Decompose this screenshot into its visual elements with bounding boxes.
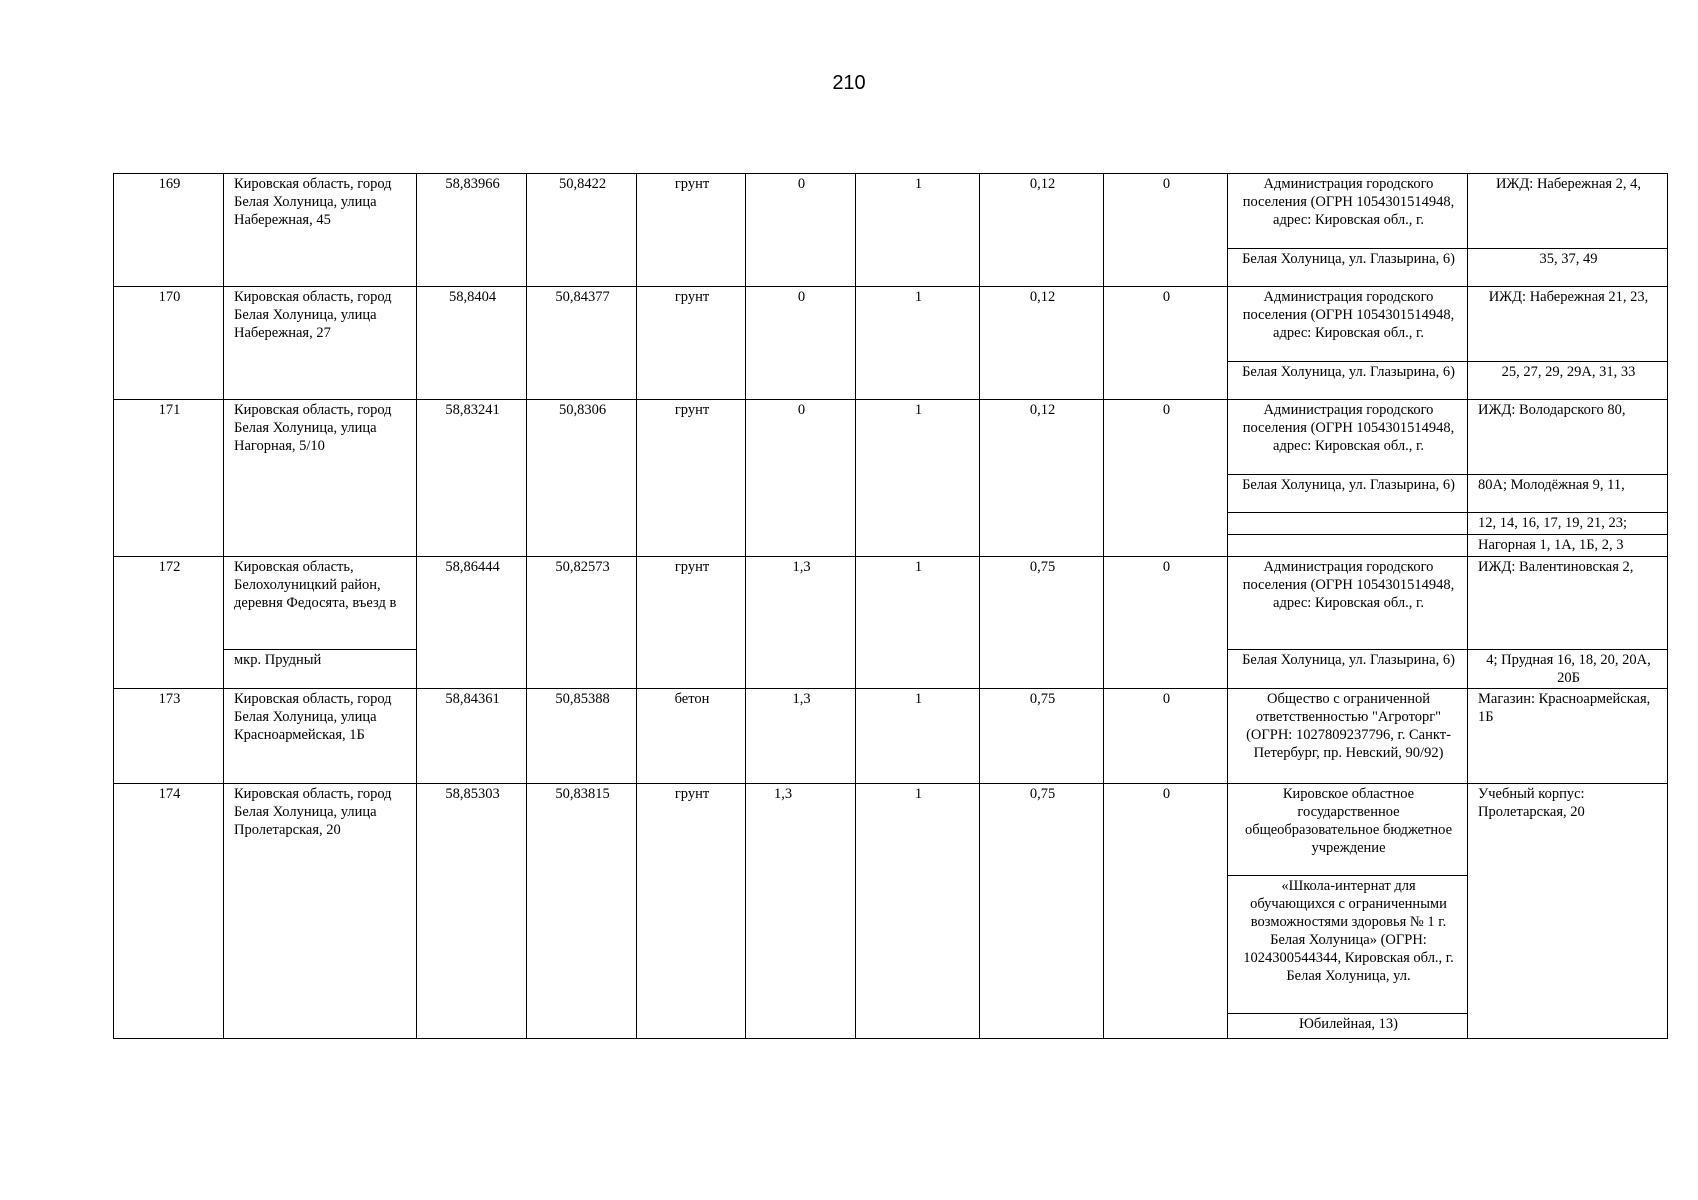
- sources-cell: Нагорная 1, 1А, 1Б, 2, 3: [1468, 535, 1668, 557]
- value-cell: 1: [856, 557, 980, 689]
- owner-cell: Кировское областное государственное общеобразовательное бюджетное учреждение: [1228, 784, 1468, 876]
- owner-cell: Администрация городского поселения (ОГРН 1054301514948, адрес: Кировская обл., г.: [1228, 557, 1468, 650]
- owner-cell: [1228, 513, 1468, 535]
- owner-cell: [1228, 535, 1468, 557]
- owner-cell: Администрация городского поселения (ОГРН 1054301514948, адрес: Кировская обл., г.: [1228, 174, 1468, 249]
- owner-cell: Администрация городского поселения (ОГРН 1054301514948, адрес: Кировская обл., г.: [1228, 400, 1468, 475]
- longitude-cell: 50,8422: [527, 174, 637, 287]
- value-cell: 0: [1104, 557, 1228, 689]
- address-cell: Кировская область, город Белая Холуница, улица Красноармейская, 1Б: [224, 689, 417, 784]
- owner-cell: Белая Холуница, ул. Глазырина, 6): [1228, 362, 1468, 400]
- row-number: 173: [114, 689, 224, 784]
- value-cell: 0: [1104, 400, 1228, 557]
- row-number: 172: [114, 557, 224, 689]
- surface-cell: грунт: [637, 557, 746, 689]
- surface-cell: бетон: [637, 689, 746, 784]
- value-cell: 0: [1104, 689, 1228, 784]
- value-cell: 1: [856, 784, 980, 1039]
- value-cell: 0,75: [980, 689, 1104, 784]
- value-cell: 0,12: [980, 400, 1104, 557]
- sources-cell: ИЖД: Набережная 21, 23,: [1468, 287, 1668, 362]
- address-cell: Кировская область, город Белая Холуница, улица Набережная, 45: [224, 174, 417, 287]
- owner-cell: Администрация городского поселения (ОГРН 1054301514948, адрес: Кировская обл., г.: [1228, 287, 1468, 362]
- surface-cell: грунт: [637, 784, 746, 1039]
- longitude-cell: 50,85388: [527, 689, 637, 784]
- sources-cell: 12, 14, 16, 17, 19, 21, 23;: [1468, 513, 1668, 535]
- address-cell: Кировская область, город Белая Холуница, улица Пролетарская, 20: [224, 784, 417, 1039]
- value-cell: 1: [856, 287, 980, 400]
- latitude-cell: 58,83241: [417, 400, 527, 557]
- value-cell: 0: [746, 287, 856, 400]
- value-cell: 1: [856, 400, 980, 557]
- value-cell: 0,75: [980, 784, 1104, 1039]
- sources-cell: ИЖД: Валентиновская 2,: [1468, 557, 1668, 650]
- sources-cell: 25, 27, 29, 29А, 31, 33: [1468, 362, 1668, 400]
- value-cell: 0: [1104, 784, 1228, 1039]
- table-row: [114, 784, 1668, 876]
- owner-cell: Общество с ограниченной ответственностью "Агроторг" (ОГРН: 1027809237796, г. Санкт- Петербург, пр. Невский, 90/92): [1228, 689, 1468, 784]
- owner-cell: «Школа-интернат для обучающихся с ограниченными возможностями здоровья № 1 г. Белая Холуница» (ОГРН: 1024300544344, Кировская обл., г. Белая Холуница, ул.: [1228, 876, 1468, 1014]
- longitude-cell: 50,8306: [527, 400, 637, 557]
- table-row: [114, 400, 1668, 475]
- value-cell: 0,12: [980, 174, 1104, 287]
- value-cell: 0,75: [980, 557, 1104, 689]
- row-number: 171: [114, 400, 224, 557]
- table-row: [114, 689, 1668, 784]
- value-cell: 0: [1104, 287, 1228, 400]
- table-row: [114, 557, 1668, 650]
- sources-cell: 80А; Молодёжная 9, 11,: [1468, 475, 1668, 513]
- address-cell: Кировская область, город Белая Холуница, улица Нагорная, 5/10: [224, 400, 417, 557]
- owner-cell: Белая Холуница, ул. Глазырина, 6): [1228, 475, 1468, 513]
- latitude-cell: 58,83966: [417, 174, 527, 287]
- address-cell: мкр. Прудный: [224, 650, 417, 689]
- row-number: 170: [114, 287, 224, 400]
- longitude-cell: 50,83815: [527, 784, 637, 1039]
- sources-cell: 4; Прудная 16, 18, 20, 20А, 20Б: [1468, 650, 1668, 689]
- surface-cell: грунт: [637, 400, 746, 557]
- owner-cell: Юбилейная, 13): [1228, 1014, 1468, 1039]
- value-cell: 0: [746, 174, 856, 287]
- longitude-cell: 50,84377: [527, 287, 637, 400]
- address-cell: Кировская область, город Белая Холуница, улица Набережная, 27: [224, 287, 417, 400]
- sources-cell: ИЖД: Володарского 80,: [1468, 400, 1668, 475]
- value-cell: 0,12: [980, 287, 1104, 400]
- surface-cell: грунт: [637, 287, 746, 400]
- latitude-cell: 58,8404: [417, 287, 527, 400]
- table-row: [114, 287, 1668, 362]
- latitude-cell: 58,86444: [417, 557, 527, 689]
- owner-cell: Белая Холуница, ул. Глазырина, 6): [1228, 650, 1468, 689]
- sources-cell: ИЖД: Набережная 2, 4,: [1468, 174, 1668, 249]
- value-cell: 1: [856, 174, 980, 287]
- table-row: [114, 174, 1668, 249]
- sources-cell: Учебный корпус: Пролетарская, 20: [1468, 784, 1668, 1039]
- address-cell: Кировская область, Белохолуницкий район, деревня Федосята, въезд в: [224, 557, 417, 650]
- value-cell: 1,3: [746, 557, 856, 689]
- value-cell: 1,3: [746, 784, 856, 1039]
- sources-cell: 35, 37, 49: [1468, 249, 1668, 287]
- row-number: 174: [114, 784, 224, 1039]
- value-cell: 0: [746, 400, 856, 557]
- latitude-cell: 58,85303: [417, 784, 527, 1039]
- row-number: 169: [114, 174, 224, 287]
- page-number: 210: [832, 72, 866, 94]
- value-cell: 1,3: [746, 689, 856, 784]
- value-cell: 1: [856, 689, 980, 784]
- owner-cell: Белая Холуница, ул. Глазырина, 6): [1228, 249, 1468, 287]
- sources-cell: Магазин: Красноармейская, 1Б: [1468, 689, 1668, 784]
- longitude-cell: 50,82573: [527, 557, 637, 689]
- registry-table: [113, 173, 1668, 1039]
- surface-cell: грунт: [637, 174, 746, 287]
- value-cell: 0: [1104, 174, 1228, 287]
- latitude-cell: 58,84361: [417, 689, 527, 784]
